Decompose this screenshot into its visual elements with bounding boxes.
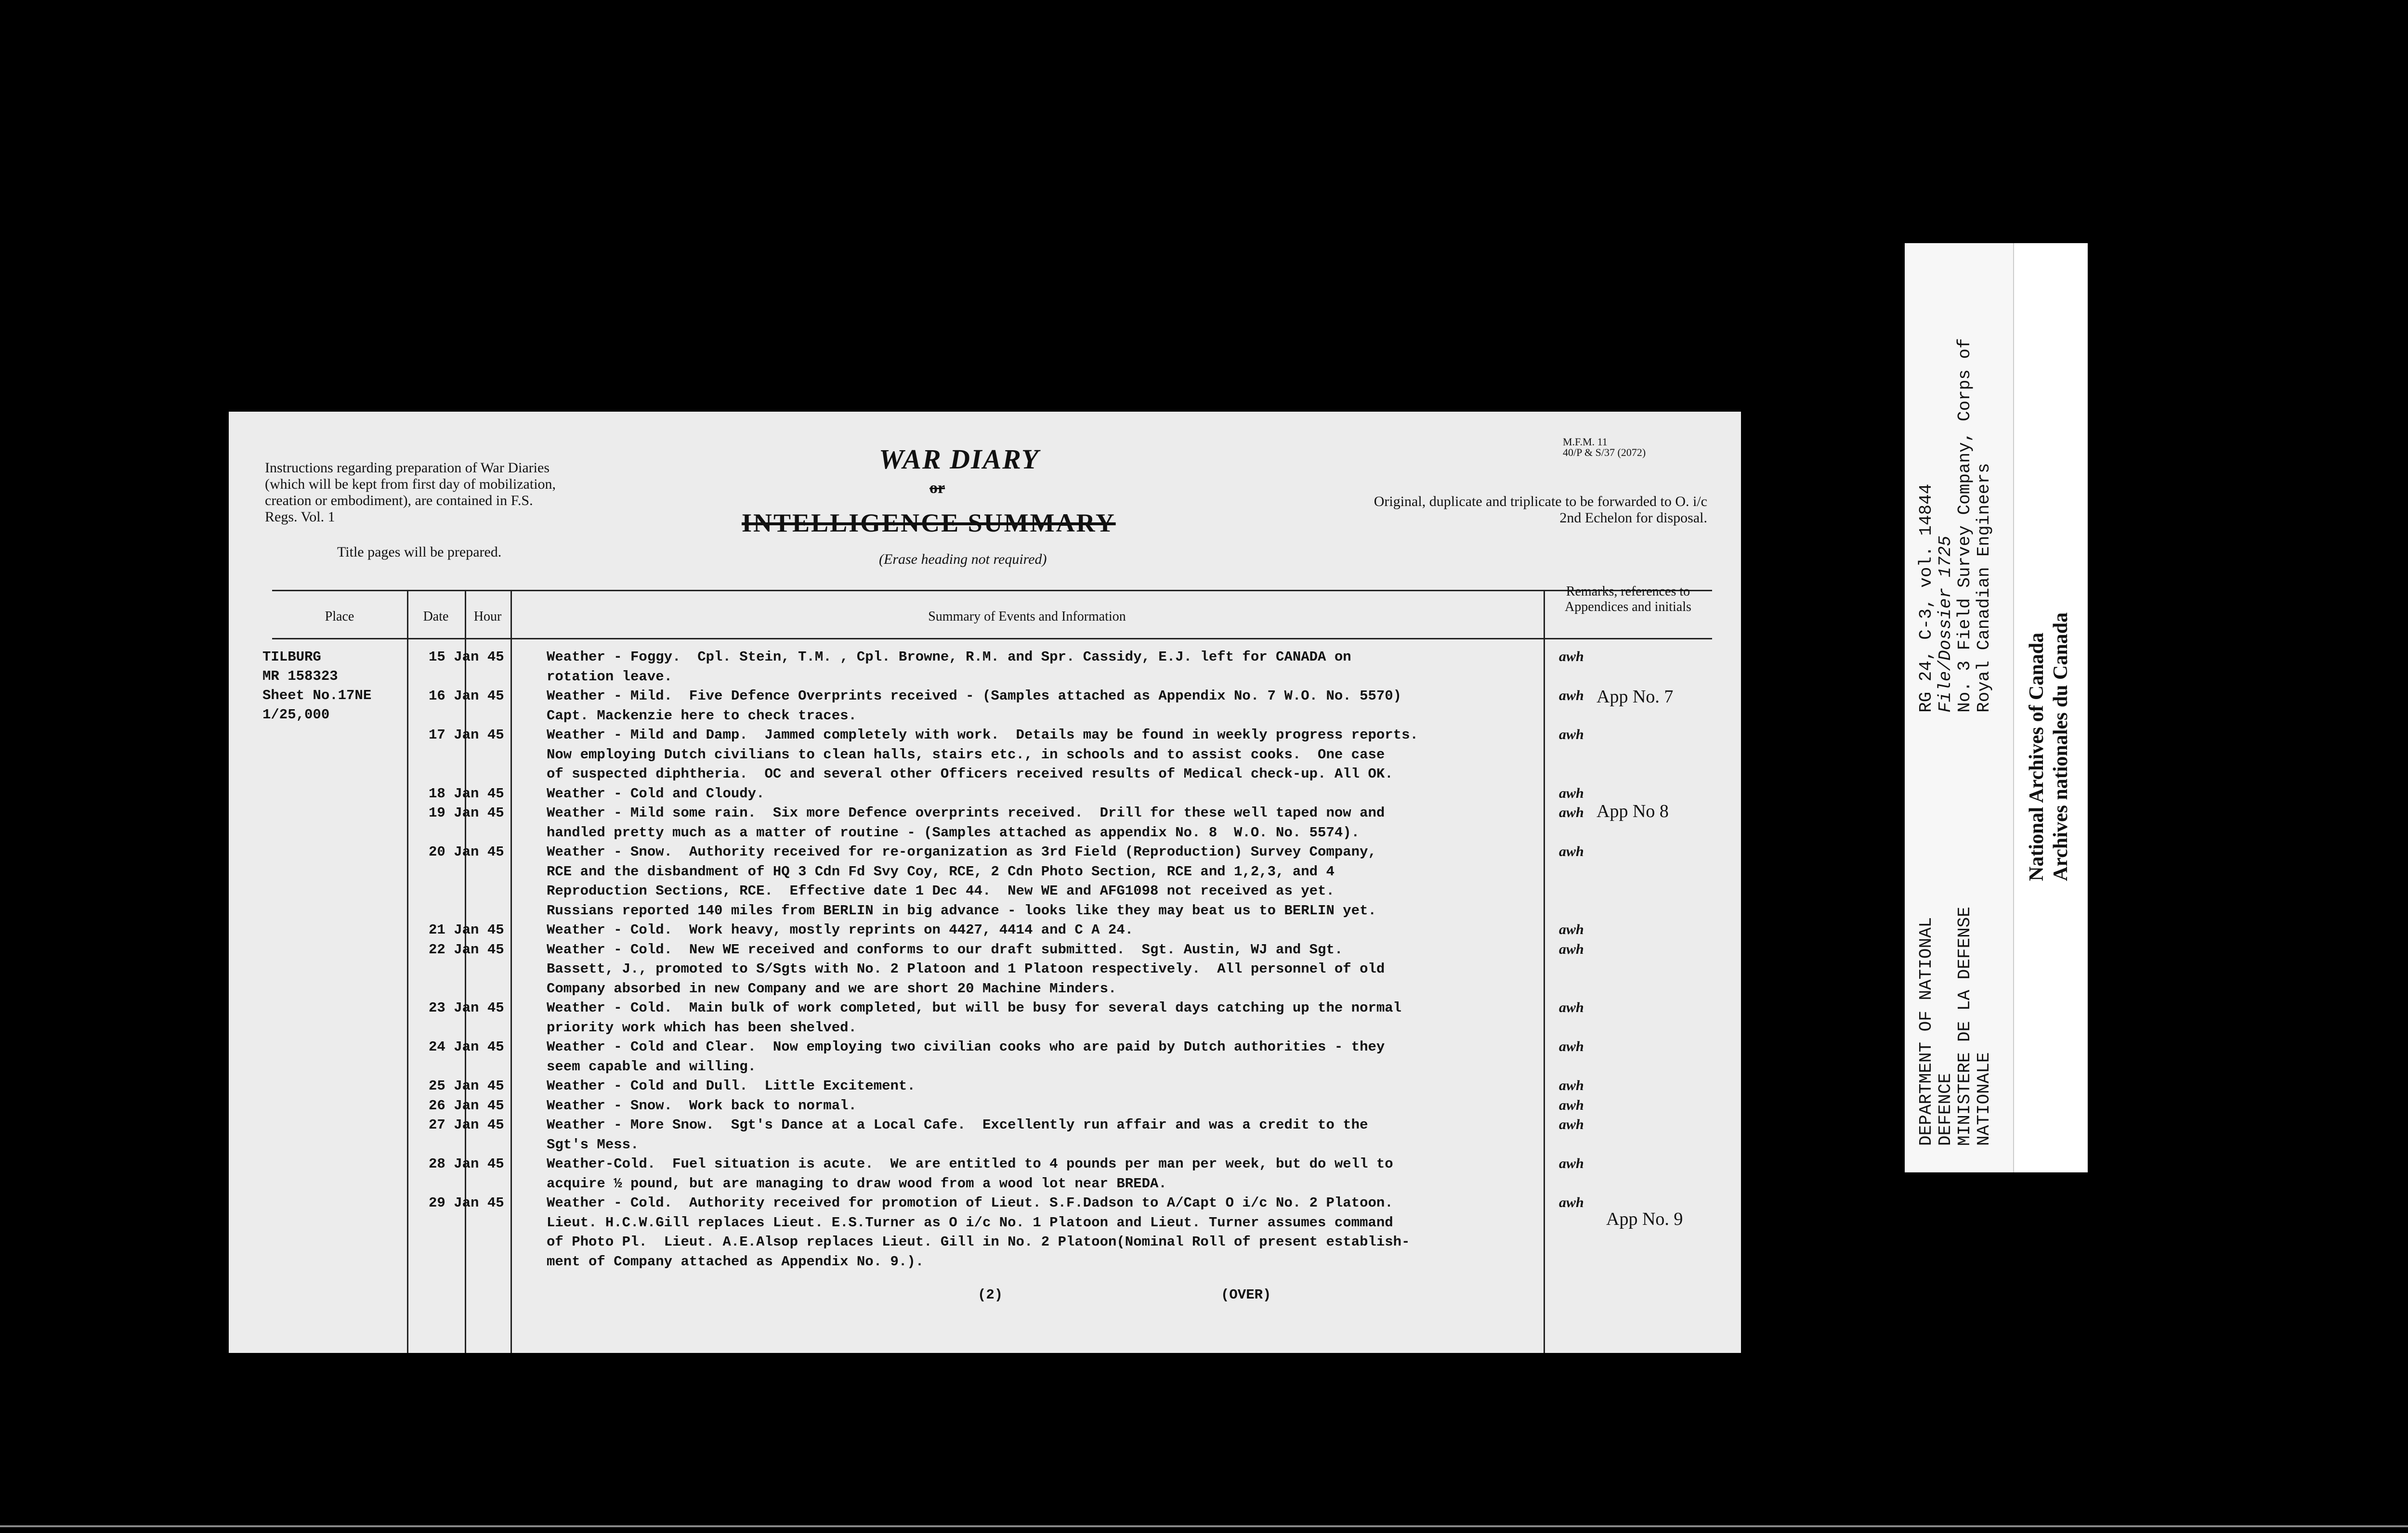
intelligence-summary-heading: INTELLIGENCE SUMMARY: [742, 508, 1116, 537]
bottom-rule: [0, 1525, 2408, 1527]
entry-line: Weather - Cold. Main bulk of work completed, but will be busy for several days catching up the normal: [547, 1000, 1402, 1016]
title-pages-note: Title pages will be prepared.: [337, 544, 502, 560]
dept-line-4: NATIONALE: [1974, 1052, 1994, 1146]
initials-mark: awh: [1559, 1078, 1584, 1093]
initials-mark: awh: [1559, 1195, 1584, 1210]
page-number: (2): [978, 1287, 1003, 1303]
entry-line: Now employing Dutch civilians to clean halls, stairs etc., in schools and to assist cooks. One case: [547, 746, 1385, 763]
initials-mark: awh: [1559, 785, 1584, 801]
appendix-ref-7: App No. 7: [1597, 687, 1674, 707]
entry-date: 25 Jan 45: [429, 1078, 504, 1094]
initials-mark: awh: [1559, 805, 1584, 820]
entry-line: priority work which has been shelved.: [547, 1019, 857, 1036]
table-top-rule: [272, 590, 1712, 591]
place-block: TILBURG MR 158323 Sheet No.17NE 1/25,000: [262, 649, 372, 723]
form-reference: [1563, 437, 1646, 458]
reference-line-1: RG 24, C-3, vol. 14844: [1916, 483, 1936, 713]
col-header-remarks: Remarks, references to Appendices and initials: [1565, 584, 1691, 614]
entry-line: Weather - Snow. Work back to normal.: [547, 1097, 857, 1114]
entry-date: 26 Jan 45: [429, 1097, 504, 1114]
entry-line: Company absorbed in new Company and we are short 20 Machine Minders.: [547, 980, 1117, 997]
initials-mark: awh: [1559, 1097, 1584, 1113]
entry-line: Lieut. H.C.W.Gill replaces Lieut. E.S.Turner as O i/c No. 1 Platoon and Lieut. Turner assumes command: [547, 1214, 1393, 1231]
entry-date: 20 Jan 45: [429, 844, 504, 860]
entry-line: Weather - Mild some rain. Six more Defence overprints received. Drill for these well taped now and: [547, 805, 1385, 821]
reference-line-3: No. 3 Field Survey Company, Corps of: [1955, 338, 1975, 713]
form-ref-line-2: 40/P & S/37 (2072): [1563, 446, 1646, 458]
entry-line: Weather - Cold and Clear. Now employing two civilian cooks who are paid by Dutch authorities - they: [547, 1039, 1385, 1055]
entry-line: Reproduction Sections, RCE. Effective date 1 Dec 44. New WE and AFG1098 not received as yet.: [547, 883, 1335, 899]
initials-mark: awh: [1559, 688, 1584, 703]
appendix-ref-8: App No 8: [1597, 801, 1669, 821]
entry-line: handled pretty much as a matter of routine - (Samples attached as appendix No. 8 W.O. No. 5574).: [547, 824, 1360, 841]
entry-date: 27 Jan 45: [429, 1117, 504, 1133]
dept-line-3: MINISTERE DE LA DEFENSE: [1955, 907, 1975, 1146]
dept-line-1: DEPARTMENT OF NATIONAL: [1916, 917, 1936, 1146]
entry-line: RCE and the disbandment of HQ 3 Cdn Fd Svy Coy, RCE, 2 Cdn Photo Section, RCE and 1,2,3, and 4: [547, 863, 1335, 880]
initials-mark: awh: [1559, 922, 1584, 937]
header-bottom-rule: [272, 638, 1712, 639]
entry-line: seem capable and willing.: [547, 1058, 757, 1075]
entry-line: rotation leave.: [547, 668, 673, 685]
entry-line: Weather - Cold. New WE received and conforms to our draft submitted. Sgt. Austin, WJ and Sgt.: [547, 941, 1343, 958]
distribution-note: Original, duplicate and triplicate to be forwarded to O. i/c 2nd Echelon for disposal.: [1374, 494, 1707, 526]
col-divider-place: [407, 590, 408, 1353]
entry-line: ment of Company attached as Appendix No. 9.).: [547, 1253, 924, 1270]
entry-date: 22 Jan 45: [429, 941, 504, 958]
page-title: WAR DIARY: [879, 443, 1040, 475]
entry-date: 24 Jan 45: [429, 1039, 504, 1055]
entry-line: Capt. Mackenzie here to check traces.: [547, 707, 857, 724]
entry-line: Russians reported 140 miles from BERLIN in big advance - looks like they may beat us to BERLIN yet.: [547, 902, 1376, 919]
entry-line: Weather - Foggy. Cpl. Stein, T.M. , Cpl. Browne, R.M. and Spr. Cassidy, E.J. left for CANADA on: [547, 649, 1351, 665]
col-header-date: Date: [423, 609, 449, 624]
entry-line: Bassett, J., promoted to S/Sgts with No. 2 Platoon and 1 Platoon respectively. All personnel of old: [547, 961, 1385, 977]
entry-line: Weather - Snow. Authority received for re-organization as 3rd Field (Reproduction) Survey Company,: [547, 844, 1376, 860]
over-note: (OVER): [1221, 1287, 1271, 1303]
archives-name-fr: Archives nationales du Canada: [2050, 612, 2072, 881]
entry-line: Weather - Mild. Five Defence Overprints received - (Samples attached as Appendix No. 7 W.O. No. 5570): [547, 688, 1402, 704]
reference-line-4: Royal Canadian Engineers: [1974, 463, 1994, 713]
entry-line: Weather - More Snow. Sgt's Dance at a Local Cafe. Excellently run affair and was a credit to the: [547, 1117, 1368, 1133]
entry-date: 23 Jan 45: [429, 1000, 504, 1016]
entry-date: 29 Jan 45: [429, 1195, 504, 1211]
col-divider-hour: [510, 590, 512, 1353]
initials-mark: awh: [1559, 649, 1584, 664]
entry-line: Weather-Cold. Fuel situation is acute. We are entitled to 4 pounds per man per week, but do well to: [547, 1156, 1393, 1172]
entry-line: Weather - Cold and Dull. Little Excitement.: [547, 1078, 916, 1094]
erase-heading-note: (Erase heading not required): [879, 551, 1047, 567]
entry-line: Weather - Cold. Work heavy, mostly reprints on 4427, 4414 and C A 24.: [547, 922, 1134, 938]
archives-name-en: National Archives of Canada: [2026, 632, 2048, 881]
initials-mark: awh: [1559, 844, 1584, 859]
entry-date: 15 Jan 45: [429, 649, 504, 665]
entry-date: 17 Jan 45: [429, 727, 504, 743]
or-word: or: [929, 479, 945, 497]
appendix-ref-9: App No. 9: [1606, 1209, 1683, 1229]
war-diary-sheet: [229, 412, 1741, 1353]
initials-mark: awh: [1559, 727, 1584, 742]
entry-date: 21 Jan 45: [429, 922, 504, 938]
col-header-hour: Hour: [473, 609, 502, 624]
col-header-summary: Summary of Events and Information: [928, 609, 1126, 624]
entry-date: 16 Jan 45: [429, 688, 504, 704]
entry-line: Sgt's Mess.: [547, 1136, 639, 1153]
form-ref-line-1: M.F.M. 11: [1563, 436, 1608, 448]
entry-line: Weather - Cold and Cloudy.: [547, 785, 765, 802]
initials-mark: awh: [1559, 1117, 1584, 1132]
entry-line: Weather - Cold. Authority received for promotion of Lieut. S.F.Dadson to A/Capt O i/c No. 2 Platoon.: [547, 1195, 1393, 1211]
initials-mark: awh: [1559, 941, 1584, 957]
dept-line-2: DEFENCE: [1936, 1073, 1955, 1146]
entry-line: of suspected diphtheria. OC and several other Officers received results of Medical check-up. All OK.: [547, 766, 1393, 782]
entry-line: acquire ½ pound, but are managing to draw wood from a wood lot near BREDA.: [547, 1175, 1167, 1192]
initials-mark: awh: [1559, 1156, 1584, 1171]
entry-line: Weather - Mild and Damp. Jammed completely with work. Details may be found in weekly progress reports.: [547, 727, 1418, 743]
reference-line-2: File/Dossier 1725: [1936, 535, 1955, 713]
entry-date: 19 Jan 45: [429, 805, 504, 821]
col-divider-summary: [1544, 590, 1545, 1353]
entry-date: 18 Jan 45: [429, 785, 504, 802]
initials-mark: awh: [1559, 1000, 1584, 1015]
col-header-place: Place: [325, 609, 354, 624]
entry-date: 28 Jan 45: [429, 1156, 504, 1172]
initials-mark: awh: [1559, 1039, 1584, 1054]
entry-line: of Photo Pl. Lieut. A.E.Alsop replaces Lieut. Gill in No. 2 Platoon(Nominal Roll of present establish-: [547, 1234, 1410, 1250]
instructions-note: Instructions regarding preparation of War Diaries (which will be kept from first day of mobilization, creation or embodiment), are contained in F.S. Regs. Vol. 1: [265, 460, 556, 525]
